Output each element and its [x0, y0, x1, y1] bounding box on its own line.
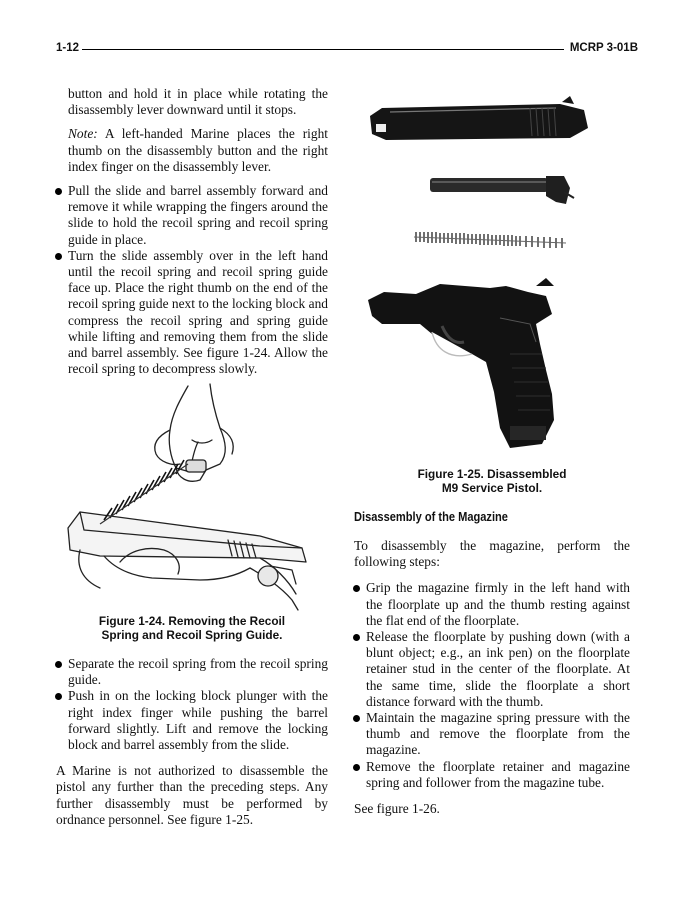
header-rule	[82, 49, 564, 50]
bullet-icon	[55, 188, 62, 195]
page-header	[56, 42, 638, 58]
list-item: Maintain the magazine spring pressure with the thumb and remove the floorplate from the magazine.	[354, 710, 630, 759]
bullet-icon	[55, 661, 62, 668]
left-column-bottom	[56, 656, 328, 828]
list-item: Turn the slide assembly over in the left hand until the recoil spring and recoil spring guide face up. Place the right thumb on the end of the recoil spring guide next to the locking block and compress the recoil spring and spring guide while lifting and removing them from the slide and barrel assembly. See figure 1-24. Allow the recoil spring to decompress slowly.	[56, 248, 328, 378]
bullet-list-top	[56, 183, 328, 377]
figure-1-24-caption: Figure 1-24. Removing the Recoil Spring and Recoil Spring Guide.	[98, 614, 286, 642]
section-heading: Disassembly of the Magazine	[354, 510, 508, 524]
bullet-icon	[353, 634, 360, 641]
list-item: Separate the recoil spring from the recoil spring guide.	[56, 656, 328, 688]
list-item: Remove the floorplate retainer and magazine spring and follower from the magazine tube.	[354, 759, 630, 791]
intro-continuation: button and hold it in place while rotating the disassembly lever downward until it stops.	[68, 86, 328, 118]
figure-1-24-illustration	[60, 380, 328, 612]
list-item: Push in on the locking block plunger with the right index finger while pushing the barrel forward slightly. Lift and remove the locking block and barrel assembly from the slide.	[56, 688, 328, 753]
figure-1-25-photo	[360, 92, 626, 464]
list-item: Release the floorplate by pushing down (with a blunt object; e.g., an ink pen) on the floorplate retainer stud in the center of the floorplate. At the same time, slide the floorplate a short distance forward with the thumb.	[354, 629, 630, 710]
left-column-top	[56, 86, 328, 377]
publication-id: MCRP 3-01B	[569, 42, 638, 54]
figure-1-25-caption: Figure 1-25. Disassembled M9 Service Pistol.	[417, 467, 567, 495]
note-text: A left-handed Marine places the right thumb on the disassembly button and the right index finger on the disassembly lever.	[68, 126, 328, 174]
closing-paragraph: A Marine is not authorized to disassemble the pistol any further than the preceding steps. Any further disassembly must be performed by ordnance personnel. See figure 1-25.	[56, 763, 328, 827]
note-paragraph	[56, 126, 328, 175]
list-item: Pull the slide and barrel assembly forward and remove it while wrapping the fingers around the slide to hold the recoil spring and recoil spring guide in place.	[56, 183, 328, 248]
bullet-list-bottom	[56, 656, 328, 753]
bullet-icon	[353, 715, 360, 722]
magazine-steps-list	[354, 580, 630, 791]
bullet-icon	[55, 693, 62, 700]
see-figure-reference: See figure 1-26.	[354, 801, 440, 817]
right-column-text	[354, 538, 630, 817]
page-number: 1-12	[56, 42, 80, 54]
bullet-icon	[353, 764, 360, 771]
bullet-icon	[55, 253, 62, 260]
list-item: Grip the magazine firmly in the left hand with the floorplate up and the thumb resting against the flat end of the floorplate.	[354, 580, 630, 629]
section-intro: To disassembly the magazine, perform the following steps:	[354, 538, 630, 570]
note-label: Note:	[68, 126, 98, 142]
bullet-icon	[353, 585, 360, 592]
